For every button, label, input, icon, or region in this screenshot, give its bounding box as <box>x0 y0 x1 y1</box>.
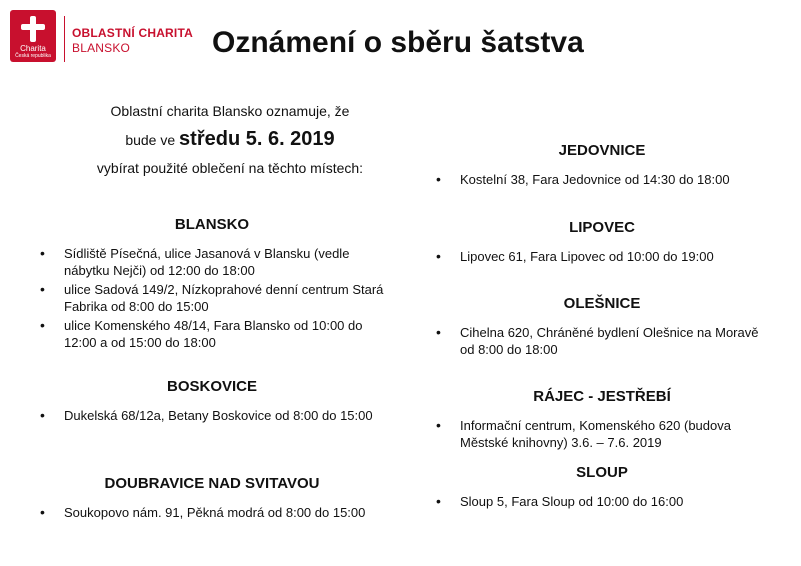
location-list <box>428 324 776 358</box>
intro-line-3: vybírat použité oblečení na těchto místech: <box>96 160 364 176</box>
section-heading: BOSKOVICE <box>166 378 257 395</box>
section-heading: BLANSKO <box>174 216 250 233</box>
charity-logo-mark <box>10 10 56 62</box>
section-olesnice <box>428 295 776 360</box>
section-sloup <box>428 464 776 512</box>
list-item: • Kostelní 38, Fara Jedovnice od 14:30 do 18:00 <box>428 171 776 188</box>
intro-text <box>60 102 400 187</box>
organization-name <box>72 26 193 56</box>
section-heading: DOUBRAVICE NAD SVITAVOU <box>104 475 320 492</box>
cross-icon <box>18 16 48 42</box>
section-lipovec <box>428 219 776 267</box>
logo-divider <box>64 16 65 62</box>
intro-line-2 <box>60 130 400 149</box>
list-item: • ulice Komenského 48/14, Fara Blansko od 10:00 do 12:00 a od 15:00 do 18:00 <box>32 317 392 351</box>
list-item: • Informační centrum, Komenského 620 (budova Městské knihovny) 3.6. – 7.6. 2019 <box>428 417 776 451</box>
section-rajec-jestrebi <box>428 388 776 453</box>
collection-date: středu 5. 6. 2019 <box>179 128 335 150</box>
location-list <box>32 504 392 521</box>
section-heading: RÁJEC - JESTŘEBÍ <box>533 388 671 405</box>
organization-name-line1: OBLASTNÍ CHARITA <box>72 26 193 40</box>
list-item: • ulice Sadová 149/2, Nízkoprahové denní centrum Stará Fabrika od 8:00 do 15:00 <box>32 281 392 315</box>
intro-date-prefix: bude ve <box>125 132 180 148</box>
list-item: • Sídliště Písečná, ulice Jasanová v Blansku (vedle nábytku Nejči) od 12:00 do 18:00 <box>32 245 392 279</box>
list-item: • Dukelská 68/12a, Betany Boskovice od 8:00 do 15:00 <box>32 407 392 424</box>
section-boskovice <box>32 378 392 426</box>
location-list <box>428 171 776 188</box>
logo-mark-subtext: Česká republika <box>15 53 51 59</box>
section-blansko <box>32 216 392 353</box>
location-list <box>428 493 776 510</box>
location-list <box>428 417 776 451</box>
logo-mark-text: Charita <box>20 44 46 53</box>
location-list <box>32 245 392 351</box>
intro-line-1: Oblastní charita Blansko oznamuje, že <box>110 103 350 119</box>
list-item: • Cihelna 620, Chráněné bydlení Olešnice na Moravě od 8:00 do 18:00 <box>428 324 776 358</box>
list-item: • Sloup 5, Fara Sloup od 10:00 do 16:00 <box>428 493 776 510</box>
list-item: • Soukopovo nám. 91, Pěkná modrá od 8:00 do 15:00 <box>32 504 392 521</box>
section-heading: LIPOVEC <box>569 219 635 236</box>
section-heading: OLEŠNICE <box>563 295 641 312</box>
page-title: Oznámení o sběru šatstva <box>212 26 584 59</box>
organization-name-line2: BLANSKO <box>72 41 131 55</box>
section-jedovnice <box>428 142 776 190</box>
location-list <box>428 248 776 265</box>
location-list <box>32 407 392 424</box>
section-heading: JEDOVNICE <box>558 142 646 159</box>
list-item: • Lipovec 61, Fara Lipovec od 10:00 do 19:00 <box>428 248 776 265</box>
section-doubravice <box>32 475 392 523</box>
section-heading: SLOUP <box>576 464 628 481</box>
